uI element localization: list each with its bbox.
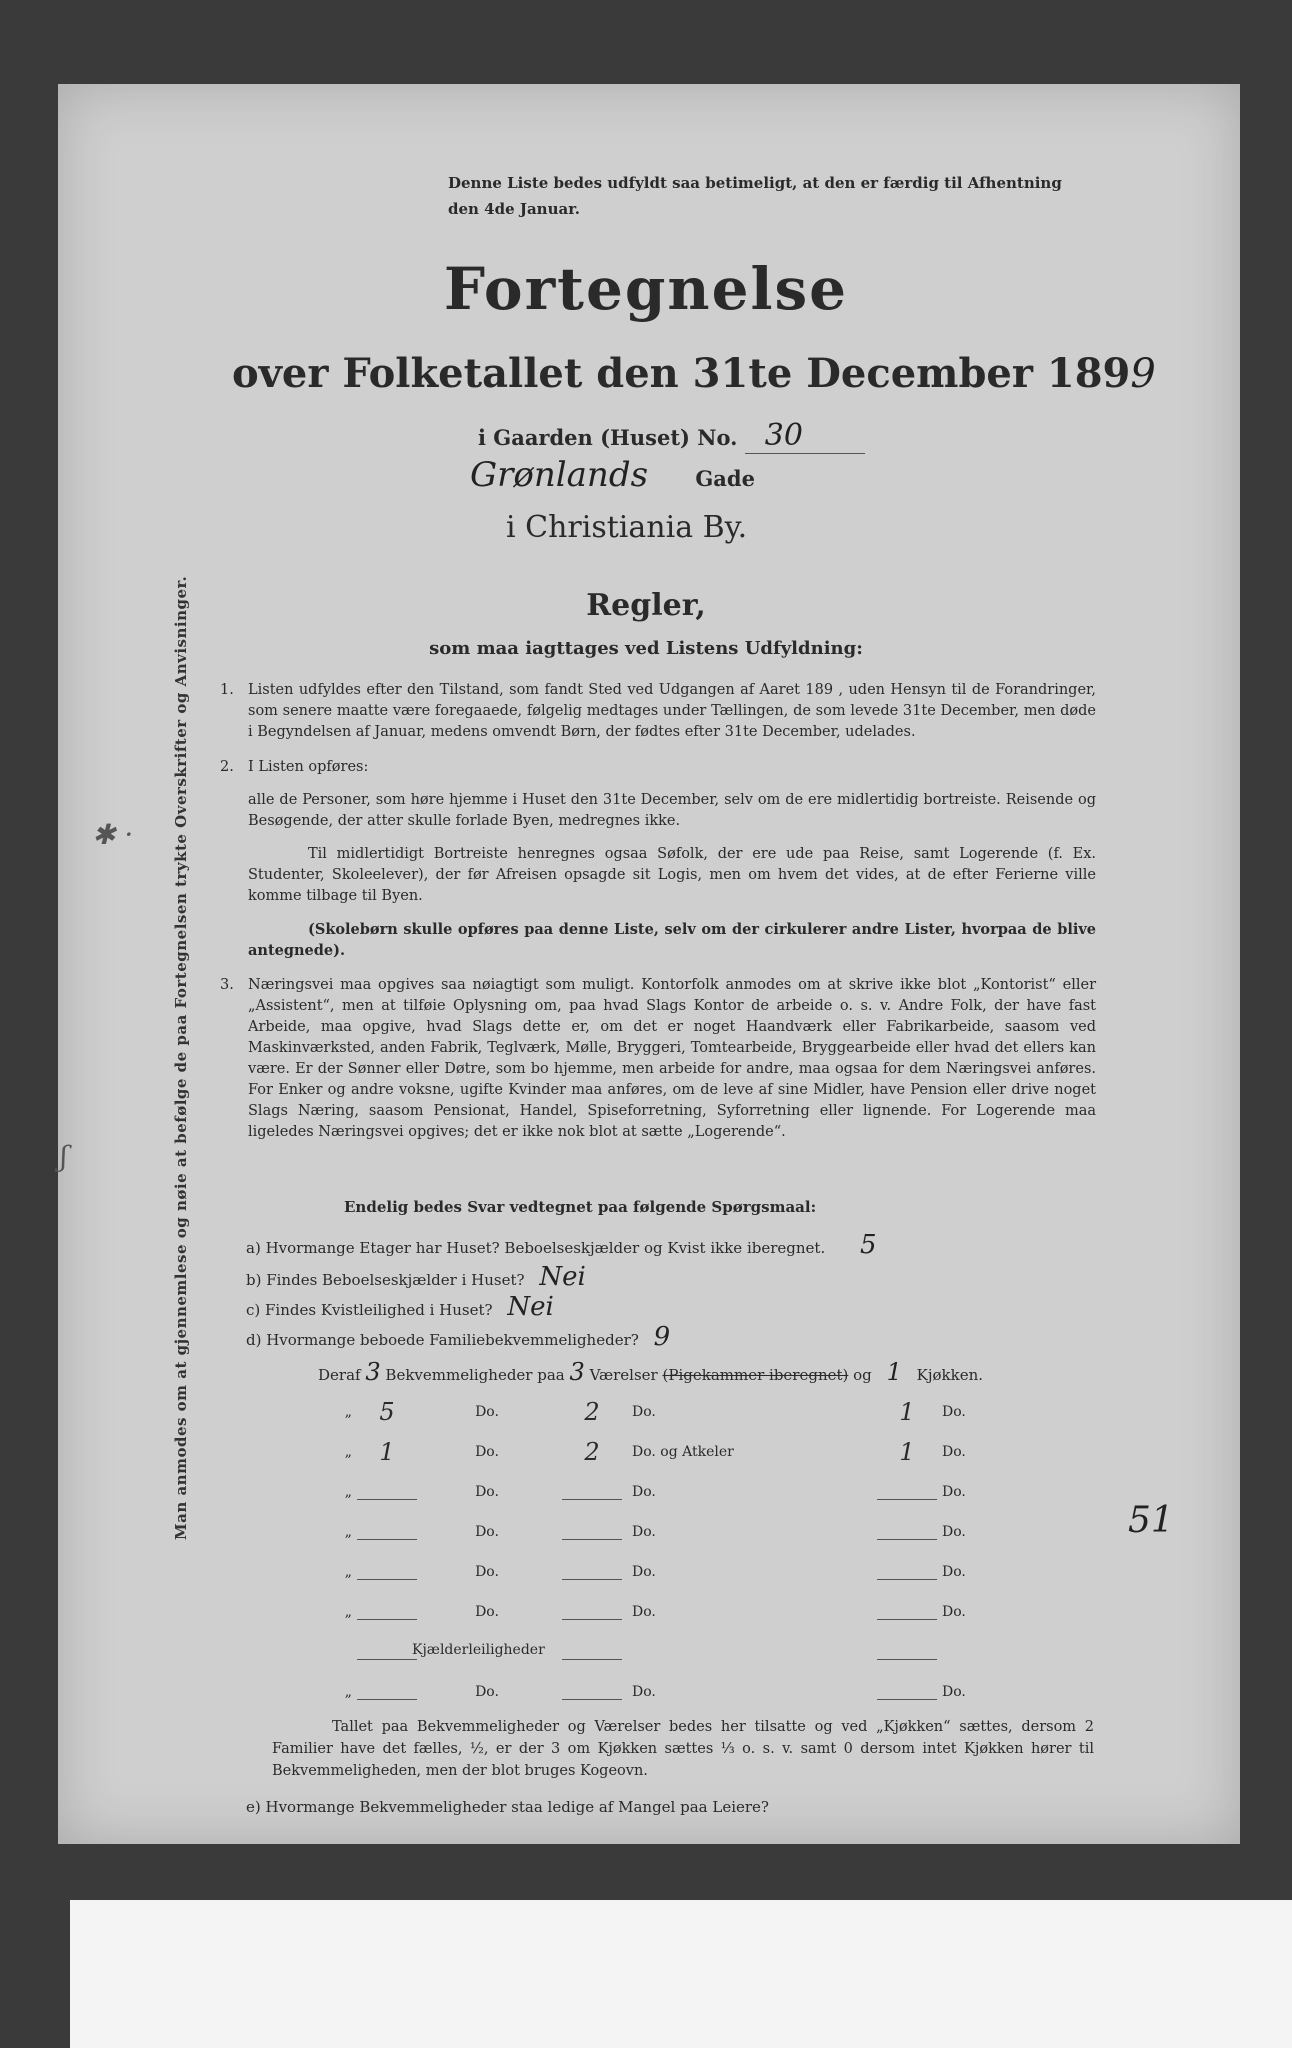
count-handwritten <box>352 1672 422 1712</box>
ditto-label: Do. <box>942 1404 966 1420</box>
ditto-label: Do. <box>475 1524 499 1540</box>
count-handwritten: 1 <box>379 1438 395 1466</box>
blank-line <box>357 1499 417 1500</box>
rooms-handwritten <box>552 1472 632 1512</box>
blank-line <box>357 1579 417 1580</box>
rooms-row <box>330 1552 1002 1592</box>
question-a <box>246 1230 877 1260</box>
form-subtitle <box>232 350 1156 397</box>
scan-background <box>70 1900 1292 2048</box>
ditto-label: Do. <box>632 1564 656 1580</box>
blank-line <box>357 1539 417 1540</box>
ditto-mark: „ <box>344 1404 352 1420</box>
kitchen-handwritten <box>872 1512 942 1552</box>
ditto-mark: „ <box>344 1484 352 1500</box>
ditto-label: Do. <box>475 1604 499 1620</box>
rooms-table <box>330 1392 1002 1712</box>
rule-heading: I Listen opføres: <box>248 759 369 775</box>
blank-line <box>877 1659 937 1660</box>
ditto-mark: „ <box>344 1564 352 1580</box>
ditto-label: Do. <box>632 1484 656 1500</box>
deraf-label: Deraf <box>318 1366 361 1384</box>
rooms-row <box>330 1672 1002 1712</box>
kitchen-handwritten <box>872 1592 942 1632</box>
house-label: i Gaarden (Huset) No. <box>478 425 738 450</box>
rooms-header-line <box>318 1358 983 1386</box>
blank-line <box>562 1539 622 1540</box>
ditto-label: Do. <box>475 1484 499 1500</box>
ditto-label: Do. <box>475 1404 499 1420</box>
rule-1 <box>220 680 1096 743</box>
ditto-label: Do. <box>942 1524 966 1540</box>
struck-text: (Pigekammer iberegnet) <box>662 1366 849 1384</box>
rule-number: 1. <box>220 682 234 698</box>
count-handwritten <box>352 1512 422 1552</box>
blank-line <box>877 1699 937 1700</box>
ditto-label: Do. <box>942 1564 966 1580</box>
count-handwritten: 5 <box>379 1398 395 1426</box>
question-text: d) Hvormange beboede Familiebekvemmeligheder? <box>246 1331 639 1349</box>
ditto-label: Do. <box>942 1444 966 1460</box>
rules-title: Regler, <box>586 588 706 623</box>
og-label: og <box>853 1366 872 1384</box>
blank-line <box>877 1579 937 1580</box>
blank-line <box>562 1659 622 1660</box>
rule-text: (Skolebørn skulle opføres paa denne Liste, selv om der cirkulerer andre Lister, hvorpaa de blive antegnede). <box>248 921 1096 959</box>
rule-text: alle de Personer, som høre hjemme i Huset den 31te December, selv om de ere midlertidig bortreiste. Reisende og Besøgende, der atter skulle forlade Byen, medregnes ikke. <box>248 792 1096 829</box>
ditto-label: Do. <box>475 1564 499 1580</box>
rooms-handwritten <box>552 1632 632 1672</box>
subtitle-text: over Folketallet den 31te December 189 <box>232 350 1131 397</box>
year-digit-handwritten: 9 <box>1130 351 1156 397</box>
blank-line <box>877 1619 937 1620</box>
kitchen-handwritten <box>872 1552 942 1592</box>
ditto-label: Do. <box>632 1684 656 1700</box>
ditto-label: Do. <box>632 1404 656 1420</box>
rooms-row <box>330 1472 1002 1512</box>
ditto-label: Do. <box>475 1684 499 1700</box>
street-line <box>470 455 755 495</box>
kitchen-handwritten: 1 <box>886 1358 902 1386</box>
blank-line <box>562 1699 622 1700</box>
question-d <box>246 1322 670 1352</box>
question-c <box>246 1292 554 1322</box>
question-e: e) Hvormange Bekvemmeligheder staa ledige af Mangel paa Leiere? <box>246 1798 769 1816</box>
pencil-mark: ✱ · <box>92 818 134 851</box>
answer-handwritten: 9 <box>653 1322 671 1352</box>
count-handwritten: 3 <box>365 1358 381 1386</box>
rule-number: 3. <box>220 977 234 993</box>
rules-subtitle: som maa iagttages ved Listens Udfyldning: <box>429 638 863 659</box>
pencil-mark: ʃ <box>60 1140 68 1173</box>
ditto-mark: „ <box>344 1684 352 1700</box>
rule-3 <box>220 975 1096 1143</box>
blank-line <box>357 1699 417 1700</box>
kitchen-note: Tallet paa Bekvemmeligheder og Værelser bedes her tilsatte og ved „Kjøkken“ sættes, dersom 2 Familier have det fælles, ½, er der 3 om Kjøkken sættes ⅓ o. s. v. samt 0 dersom intet Kjøkken hører til Bekvemmeligheden, men der blot bruges Kogeovn. <box>272 1719 1094 1779</box>
ditto-label <box>942 1632 1002 1672</box>
count-handwritten <box>352 1552 422 1592</box>
questions-heading: Endelig bedes Svar vedtegnet paa følgende Spørgsmaal: <box>344 1198 817 1216</box>
kjokken-label: Kjøkken. <box>916 1366 984 1384</box>
rooms-row <box>330 1512 1002 1552</box>
kitchen-handwritten <box>872 1672 942 1712</box>
rooms-handwritten <box>552 1672 632 1712</box>
ditto-label: Do. <box>632 1604 656 1620</box>
rooms-row <box>330 1432 1002 1472</box>
house-number-handwritten: 30 <box>764 418 803 453</box>
rooms-handwritten <box>552 1552 632 1592</box>
question-text: a) Hvormange Etager har Huset? Beboelseskjælder og Kvist ikke iberegnet. <box>246 1239 826 1257</box>
margin-number-handwritten: 51 <box>1128 1500 1174 1541</box>
bekv-label: Bekvemmeligheder paa <box>385 1366 565 1384</box>
question-b <box>246 1262 586 1292</box>
street-name-handwritten: Grønlands <box>470 455 649 495</box>
blank-line <box>357 1659 417 1660</box>
blank-line <box>562 1499 622 1500</box>
ditto-label <box>632 1632 872 1672</box>
answer-handwritten: 5 <box>860 1230 877 1260</box>
rooms-handwritten <box>552 1592 632 1632</box>
ditto-mark <box>330 1632 352 1672</box>
rooms-row <box>330 1592 1002 1632</box>
side-instruction: Man anmodes om at gjennemlese og nøie at befølge de paa Fortegnelsen trykte Overskrifter og Anvisninger. <box>172 575 190 1540</box>
ditto-label: Do. <box>475 1444 499 1460</box>
rule-2 <box>220 757 1096 961</box>
kitchen-handwritten: 1 <box>899 1438 915 1466</box>
question-text: b) Findes Beboelseskjælder i Huset? <box>246 1271 525 1289</box>
kjaelder-label: Kjælderleiligheder <box>412 1642 545 1658</box>
rooms-handwritten: 3 <box>569 1358 585 1386</box>
rooms-handwritten: 2 <box>584 1398 600 1426</box>
blank-line <box>562 1579 622 1580</box>
rooms-handwritten <box>552 1512 632 1552</box>
answer-handwritten: Nei <box>507 1292 554 1322</box>
ditto-label: Do. <box>942 1684 966 1700</box>
rule-text: Til midlertidigt Bortreiste henregnes ogsaa Søfolk, der ere ude paa Reise, samt Logerende (f. Ex. Studenter, Skoleelever), der før Afreisen opsagde sit Logis, men om hvem det vides, at de efter Ferierne ville komme tilbage til Byen. <box>248 846 1096 904</box>
blank-line <box>357 1619 417 1620</box>
rooms-handwritten: 2 <box>584 1438 600 1466</box>
count-handwritten <box>352 1472 422 1512</box>
house-number-line <box>478 418 865 454</box>
blank-line <box>562 1619 622 1620</box>
ditto-mark: „ <box>344 1524 352 1540</box>
ditto-label: Do. <box>942 1604 966 1620</box>
blank-line <box>877 1499 937 1500</box>
rooms-row <box>330 1392 1002 1432</box>
blank-line <box>877 1539 937 1540</box>
intro-note: Denne Liste bedes udfyldt saa betimeligt, at den er færdig til Afhentning den 4de Januar. <box>448 174 1062 218</box>
rule-number: 2. <box>220 759 234 775</box>
rule-text: Listen udfyldes efter den Tilstand, som fandt Sted ved Udgangen af Aaret 189 , uden Hensyn til de Forandringer, som senere maatte være foregaaede, følgelig medtages under Tællingen, de som levede 31te December, men døde i Begyndelsen af Januar, medens omvendt Børn, der fødtes efter 31te December, udelades. <box>248 682 1096 740</box>
ditto-mark: „ <box>344 1604 352 1620</box>
rules-list <box>220 680 1096 1157</box>
ditto-mark: „ <box>344 1444 352 1460</box>
rule-text: Næringsvei maa opgives saa nøiagtigt som muligt. Kontorfolk anmodes om at skrive ikke blot „Kontorist“ eller „Assistent“, men at tilføie Oplysning om, paa hvad Slags Kontor de arbeide o. s. v. Andre Folk, der have fast Arbeide, maa opgive, hvad Slags dette er, om det er noget Haandværk eller Fabrikarbeide, saasom ved Maskinværksted, anden Fabrik, Teglværk, Mølle, Bryggeri, Tomtearbeide, Bryggearbeide eller hvad det ellers kan være. Er der Sønner eller Døtre, som bo hjemme, men arbeide for andre, maa ogsaa for dem Næringsvei anføres. For Enker og andre voksne, ugifte Kvinder maa anføres, om de leve af sine Midler, have Pension eller drive noget Slags Næring, saasom Pensionat, Handel, Spiseforretning, Syforretning eller lignende. For Logerende maa ligeledes Næringsvei opgives; det er ikke nok blot at sætte „Logerende“. <box>248 977 1096 1140</box>
form-title: Fortegnelse <box>443 255 849 323</box>
street-label: Gade <box>695 466 755 491</box>
count-handwritten <box>352 1592 422 1632</box>
ditto-label: Do. <box>942 1484 966 1500</box>
answer-handwritten: Nei <box>539 1262 586 1292</box>
kitchen-handwritten: 1 <box>899 1398 915 1426</box>
ditto-label: Do. <box>632 1524 656 1540</box>
kitchen-handwritten <box>872 1632 942 1672</box>
city-line: i Christiania By. <box>506 510 748 545</box>
ditto-label: Do. og Atkeler <box>632 1444 734 1460</box>
kitchen-handwritten <box>872 1472 942 1512</box>
question-text: c) Findes Kvistleilighed i Huset? <box>246 1301 493 1319</box>
vaerelser-label: Værelser <box>589 1366 658 1384</box>
